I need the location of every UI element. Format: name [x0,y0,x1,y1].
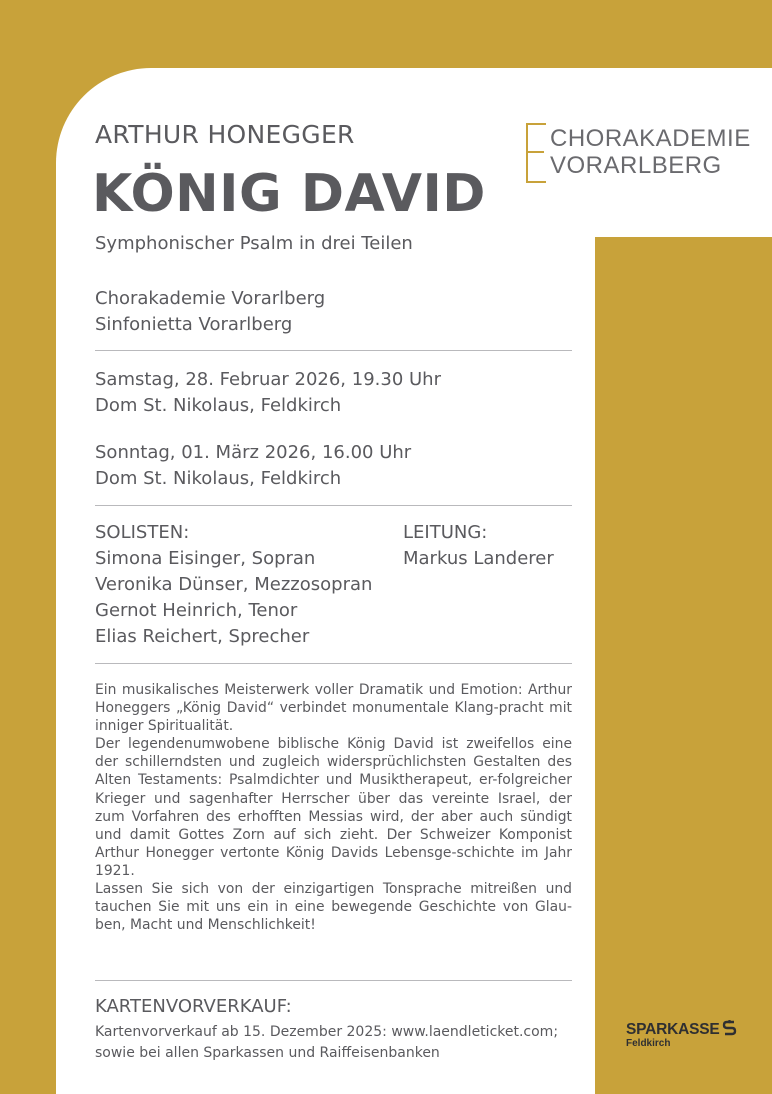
description-paragraph: Ein musikalisches Meisterwerk voller Dramatik und Emotion: Arthur Honeggers „König David“ verbindet monumentale Klang-pracht mit inniger Spiritualität. [95,682,572,735]
soloist: Elias Reichert, Sprecher [95,626,310,647]
soloists [95,520,372,650]
chorakademie-logo [526,123,756,181]
gold-side-bar [595,237,772,1094]
concert-2 [95,440,411,492]
soloist: Veronika Dünser, Mezzosopran [95,574,373,595]
conductor [403,520,554,572]
description-paragraph: Der legendenumwobene biblische König David ist zweifellos eine der schillerndsten und zugleich widersprüchlichsten Gestalten des Alten Testaments: Psalmdichter und Musiktherapeut, er-folgreicher Krieger und sagenhafter Herrscher über das vereinte Israel, der zum Vorfahren des erhofften Messias wird, der aber auch sündigt und damit Gottes Zorn auf sich zieht. Der Schweizer Komponist Arthur Honegger vertonte König Davids Lebensge-schichte im Jahr 1921. [95,736,572,879]
concert-venue: Dom St. Nikolaus, Feldkirch [95,395,342,416]
concert-1 [95,367,441,419]
conductor-name: Markus Landerer [403,548,554,569]
description-paragraph: Lassen Sie sich von der einzigartigen Tonsprache mitreißen und tauchen Sie mit uns ein in eine bewegende Geschichte von Glau-ben, Macht und Menschlichkeit! [95,881,572,934]
logo-line2: VORARLBERG [550,152,722,179]
sponsor-name: SPARKASSE [626,1021,720,1038]
tickets-line: sowie bei allen Sparkassen und Raiffeisenbanken [95,1045,440,1061]
sparkasse-logo [626,1019,751,1049]
divider [95,350,572,351]
conductor-label: LEITUNG: [403,522,488,543]
composer: ARTHUR HONEGGER [95,120,355,149]
logo-line1: CHORAKADEMIE [550,125,751,152]
logo-bracket [526,123,546,183]
divider [95,663,572,664]
sparkasse-s-icon [722,1020,737,1036]
soloist: Simona Eisinger, Sopran [95,548,316,569]
concert-venue: Dom St. Nikolaus, Feldkirch [95,468,342,489]
page-title: KÖNIG DAVID [92,164,486,224]
description [95,681,572,934]
soloists-label: SOLISTEN: [95,522,190,543]
tickets-info [95,1022,585,1064]
divider [95,505,572,506]
tickets-heading: KARTENVORVERKAUF: [95,996,292,1017]
soloist: Gernot Heinrich, Tenor [95,600,298,621]
ensemble-item: Chorakademie Vorarlberg [95,288,326,309]
subtitle: Symphonischer Psalm in drei Teilen [95,233,413,254]
ensembles [95,286,325,338]
concert-date: Samstag, 28. Februar 2026, 19.30 Uhr [95,369,441,390]
divider [95,980,572,981]
tickets-line: Kartenvorverkauf ab 15. Dezember 2025: www.laendleticket.com; [95,1024,559,1040]
ensemble-item: Sinfonietta Vorarlberg [95,314,293,335]
sponsor-town: Feldkirch [626,1038,671,1049]
concert-date: Sonntag, 01. März 2026, 16.00 Uhr [95,442,412,463]
